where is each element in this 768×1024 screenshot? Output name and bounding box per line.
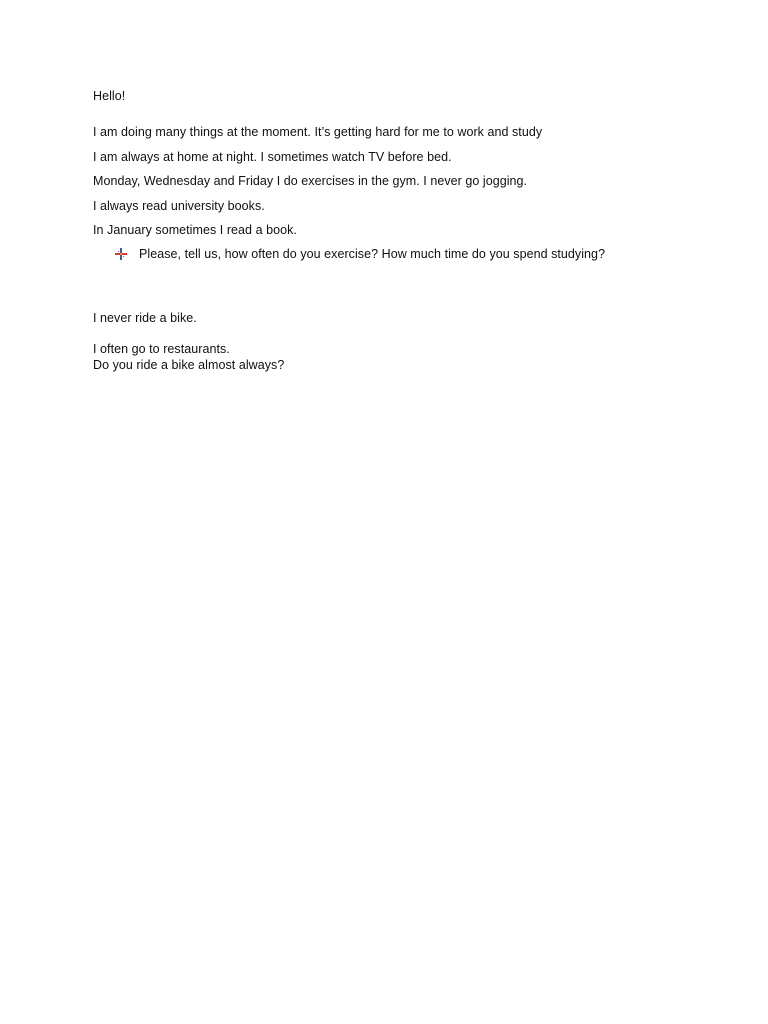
paragraph-line-2: I am always at home at night. I sometimes watch TV before bed. [93, 150, 452, 164]
bullet-question-text: Please, tell us, how often do you exercise? How much time do you spend studying? [139, 247, 606, 261]
paragraph-line-5: In January sometimes I read a book. [93, 223, 297, 237]
paragraph-line-1: I am doing many things at the moment. It’s getting hard for me to work and study [93, 125, 543, 139]
bike-question-line: Do you ride a bike almost always? [93, 358, 285, 372]
bullet-question-row [114, 246, 605, 262]
paragraph-line-3: Monday, Wednesday and Friday I do exercises in the gym. I never go jogging. [93, 174, 528, 188]
restaurant-statement-line: I often go to restaurants. [93, 342, 230, 356]
paragraph-line-4: I always read university books. [93, 199, 265, 213]
greeting-line: Hello! [93, 89, 126, 103]
bike-statement-line: I never ride a bike. [93, 311, 197, 325]
four-point-star-bullet-icon [114, 247, 128, 261]
